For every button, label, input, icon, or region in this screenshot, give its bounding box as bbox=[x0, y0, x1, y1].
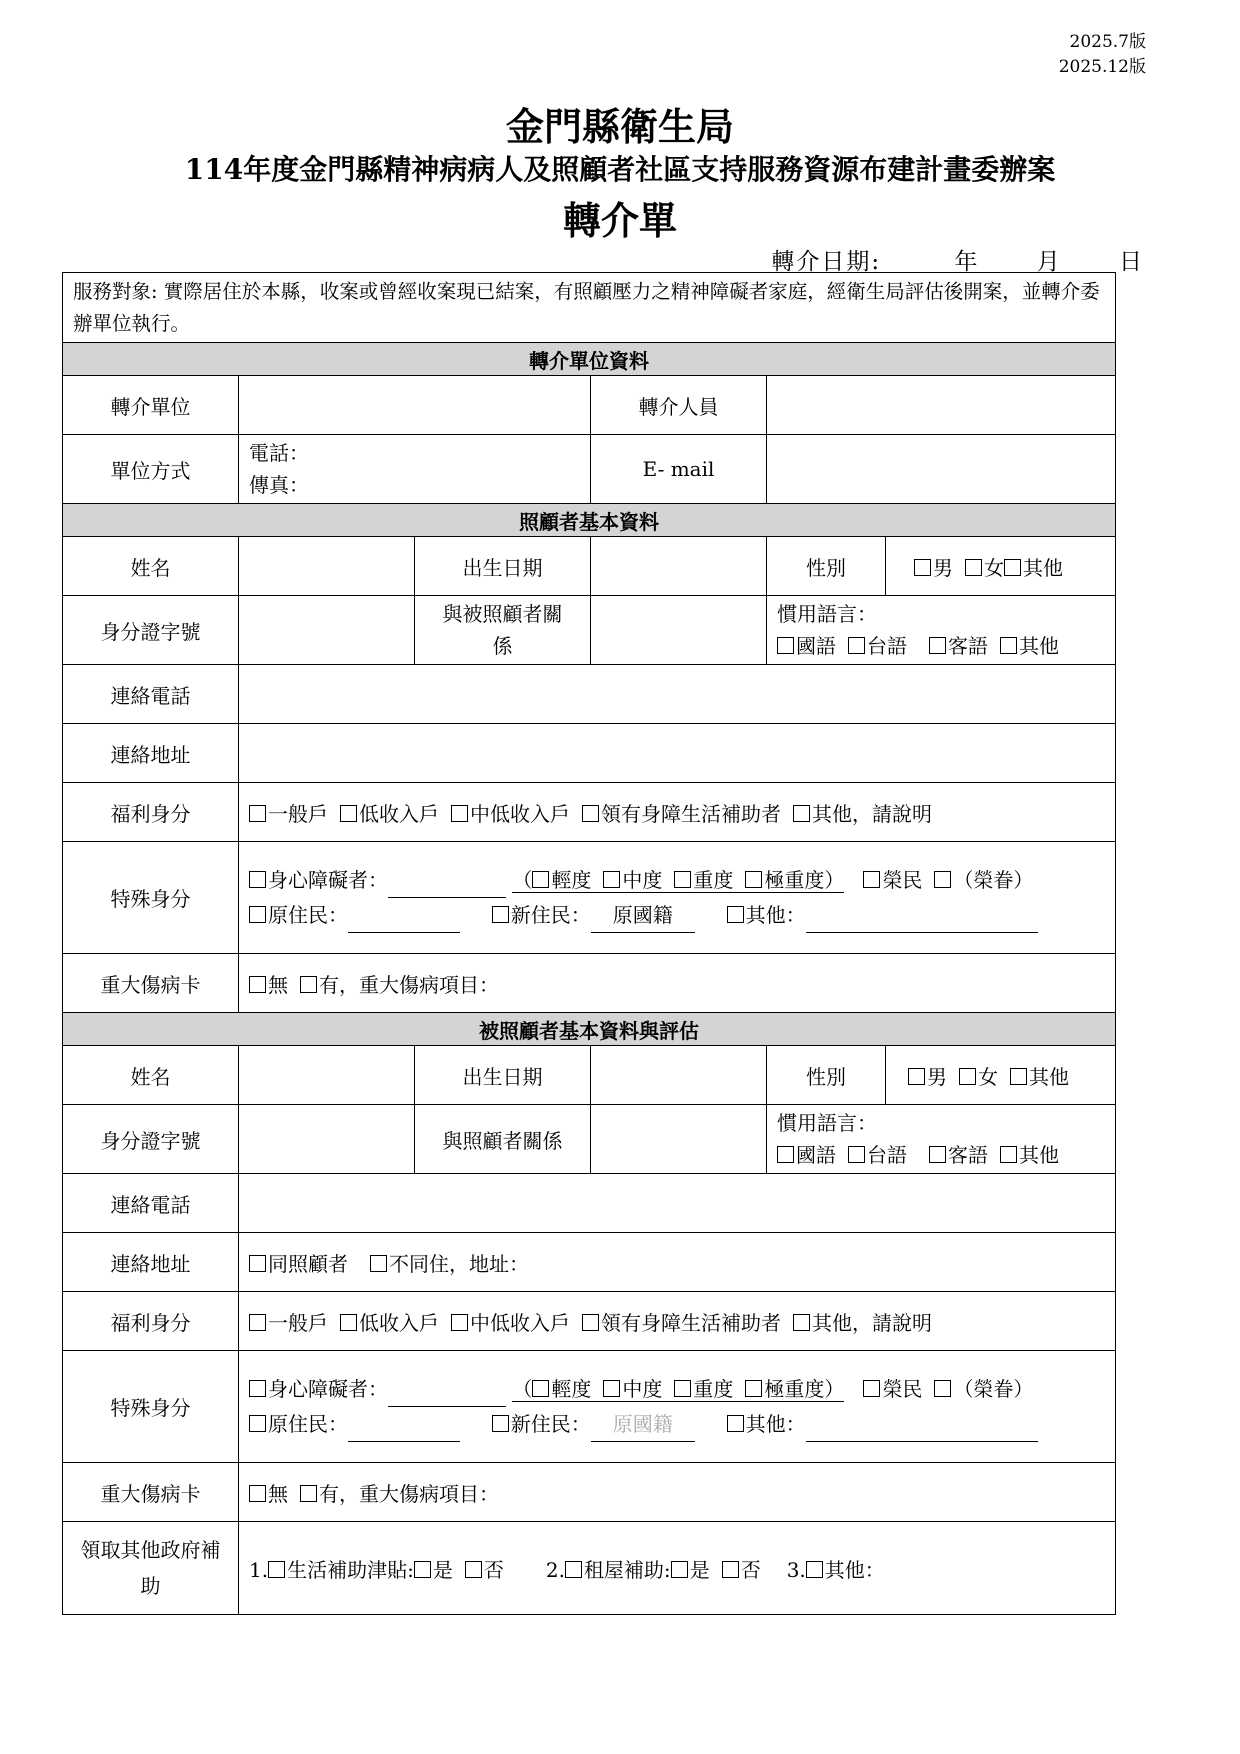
cr-phone-label: 連絡電話 bbox=[63, 1174, 239, 1233]
cg-illness-options bbox=[239, 954, 1116, 1013]
option-label: 台語 bbox=[867, 634, 907, 658]
cr-disability-levels bbox=[512, 1377, 844, 1402]
option-label: 其他： bbox=[745, 902, 806, 927]
cr-disabled-blank[interactable] bbox=[388, 1386, 506, 1407]
bracket: ） bbox=[824, 867, 845, 892]
cr-gender-options bbox=[886, 1046, 1116, 1105]
cr-welfare-low-income-checkbox[interactable] bbox=[340, 1314, 357, 1331]
cr-origin-country-field[interactable]: 原國籍 bbox=[591, 1407, 695, 1442]
option-label: 生活補助津貼: bbox=[287, 1557, 414, 1582]
bracket: ） bbox=[824, 1376, 845, 1401]
cg-disability-levels bbox=[512, 868, 844, 893]
cg-gender-female-checkbox[interactable] bbox=[965, 559, 982, 576]
option-label: 女 bbox=[984, 555, 1004, 580]
cg-level-mild-checkbox[interactable] bbox=[532, 871, 549, 888]
option-label: 國語 bbox=[796, 634, 836, 658]
cr-language-label: 慣用語言： bbox=[777, 1111, 877, 1135]
bracket: （ bbox=[512, 1376, 533, 1401]
cr-welfare-mid-low-income-checkbox[interactable] bbox=[451, 1314, 468, 1331]
cr-gender-other-checkbox[interactable] bbox=[1010, 1068, 1027, 1085]
cr-living-allowance-no-checkbox[interactable] bbox=[465, 1561, 482, 1578]
cg-language bbox=[767, 596, 1116, 665]
option-label: 身心障礙者： bbox=[268, 867, 388, 892]
cg-disabled-blank[interactable] bbox=[388, 877, 506, 898]
referral-date-label: 轉介日期: bbox=[771, 249, 882, 275]
option-label: 輕度 bbox=[551, 1376, 592, 1401]
cg-name-label: 姓名 bbox=[63, 537, 239, 596]
cr-address-options bbox=[239, 1233, 1116, 1292]
email-field[interactable] bbox=[767, 435, 1116, 504]
option-label: 重度 bbox=[693, 867, 734, 892]
cr-subsidy-other-checkbox[interactable] bbox=[806, 1561, 823, 1578]
option-label: 領有身障生活補助者 bbox=[601, 801, 781, 826]
cr-addr-same-checkbox[interactable] bbox=[249, 1255, 266, 1272]
option-label: 女 bbox=[978, 1064, 998, 1089]
cg-id-field[interactable] bbox=[239, 596, 415, 665]
cg-language-label: 慣用語言： bbox=[777, 602, 877, 626]
option-label: 國語 bbox=[796, 1143, 836, 1167]
cr-subsidy-options bbox=[239, 1522, 1116, 1615]
option-label: 原住民： bbox=[268, 1411, 348, 1436]
option-label: 其他： bbox=[824, 1557, 885, 1582]
referral-unit-field[interactable] bbox=[239, 376, 591, 435]
cg-aboriginal-checkbox[interactable] bbox=[249, 906, 266, 923]
option-label: 原住民： bbox=[268, 902, 348, 927]
cg-lang-hakka-checkbox[interactable] bbox=[929, 637, 946, 654]
cr-rent-subsidy-yes-checkbox[interactable] bbox=[671, 1561, 688, 1578]
cr-illness-none-checkbox[interactable] bbox=[249, 1485, 266, 1502]
option-label: 榮民 bbox=[882, 867, 923, 892]
option-label: 租屋補助: bbox=[583, 1557, 671, 1582]
cg-relation-field[interactable] bbox=[591, 596, 767, 665]
cr-lang-taiwanese-checkbox[interactable] bbox=[848, 1146, 865, 1163]
option-label: 低收入戶 bbox=[359, 801, 439, 826]
cr-rent-subsidy-checkbox[interactable] bbox=[565, 1561, 582, 1578]
cg-welfare-other-checkbox[interactable] bbox=[793, 805, 810, 822]
cr-id-field[interactable] bbox=[239, 1105, 415, 1174]
option-label: 其他 bbox=[1019, 634, 1059, 658]
option-label: （榮眷） bbox=[953, 1376, 1034, 1401]
version-line: 2025.7版 bbox=[1069, 32, 1146, 52]
cr-special-label: 特殊身分 bbox=[63, 1351, 239, 1463]
cg-disabled-checkbox[interactable] bbox=[249, 871, 266, 888]
referral-date-month[interactable]: 月 bbox=[1036, 249, 1062, 275]
cg-address-label: 連絡地址 bbox=[63, 724, 239, 783]
option-label: 新住民： bbox=[510, 1411, 591, 1436]
email-label: E- mail bbox=[591, 435, 767, 504]
cr-rent-subsidy-no-checkbox[interactable] bbox=[722, 1561, 739, 1578]
cg-relation-label: 與被照顧者關係 bbox=[415, 596, 591, 665]
cr-living-allowance-yes-checkbox[interactable] bbox=[414, 1561, 431, 1578]
cg-birth-label: 出生日期 bbox=[415, 537, 591, 596]
option-label: 是 bbox=[689, 1557, 710, 1582]
phone-label: 電話： bbox=[249, 441, 309, 465]
option-label: 低收入戶 bbox=[359, 1310, 439, 1335]
cr-welfare-options bbox=[239, 1292, 1116, 1351]
contact-method-label: 單位方式 bbox=[63, 435, 239, 504]
option-label: 男 bbox=[933, 555, 953, 580]
option-label: 身心障礙者： bbox=[268, 1376, 388, 1401]
cg-illness-label: 重大傷病卡 bbox=[63, 954, 239, 1013]
cr-level-mild-checkbox[interactable] bbox=[532, 1380, 549, 1397]
cg-birth-field[interactable] bbox=[591, 537, 767, 596]
cr-illness-options bbox=[239, 1463, 1116, 1522]
agency-title: 金門縣衛生局 bbox=[505, 104, 734, 149]
bracket: （ bbox=[512, 867, 533, 892]
option-label: 客語 bbox=[948, 634, 988, 658]
form-title: 轉介單 bbox=[562, 198, 677, 243]
cg-welfare-general-checkbox[interactable] bbox=[249, 805, 266, 822]
caregiver-section-header: 照顧者基本資料 bbox=[63, 504, 1116, 537]
cg-name-field[interactable] bbox=[239, 537, 415, 596]
item-number: 3. bbox=[786, 1557, 806, 1582]
cr-aboriginal-blank[interactable] bbox=[348, 1421, 460, 1442]
option-label: 重度 bbox=[693, 1376, 734, 1401]
option-label: 否 bbox=[740, 1557, 761, 1582]
cg-welfare-disability-subsidy-checkbox[interactable] bbox=[582, 805, 599, 822]
option-label: 有，重大傷病項目： bbox=[319, 972, 499, 997]
version-line: 2025.12版 bbox=[1058, 57, 1146, 77]
cg-level-profound-checkbox[interactable] bbox=[745, 871, 762, 888]
cr-address-label: 連絡地址 bbox=[63, 1233, 239, 1292]
cr-illness-label: 重大傷病卡 bbox=[63, 1463, 239, 1522]
fax-label: 傳真： bbox=[249, 473, 309, 497]
cr-welfare-label: 福利身分 bbox=[63, 1292, 239, 1351]
option-label: 中低收入戶 bbox=[470, 1310, 570, 1335]
cg-lang-mandarin-checkbox[interactable] bbox=[777, 637, 794, 654]
option-label: 領有身障生活補助者 bbox=[601, 1310, 781, 1335]
cr-phone-field[interactable] bbox=[239, 1174, 1116, 1233]
cg-lang-taiwanese-checkbox[interactable] bbox=[848, 637, 865, 654]
version-info bbox=[1059, 30, 1146, 80]
cg-welfare-options bbox=[239, 783, 1116, 842]
option-label: 其他： bbox=[745, 1411, 806, 1436]
option-label: 一般戶 bbox=[268, 1310, 328, 1335]
option-label: 其他，請說明 bbox=[812, 1310, 932, 1335]
cg-illness-none-checkbox[interactable] bbox=[249, 976, 266, 993]
option-label: 極重度 bbox=[764, 867, 825, 892]
cr-name-label: 姓名 bbox=[63, 1046, 239, 1105]
cr-lang-hakka-checkbox[interactable] bbox=[929, 1146, 946, 1163]
option-label: 中低收入戶 bbox=[470, 801, 570, 826]
cr-new-resident-checkbox[interactable] bbox=[492, 1415, 509, 1432]
option-label: 同照顧者 bbox=[268, 1251, 348, 1276]
option-label: 客語 bbox=[948, 1143, 988, 1167]
referral-form-table bbox=[62, 272, 1116, 1615]
cg-veteran-family-checkbox[interactable] bbox=[934, 871, 951, 888]
service-target-note: 服務對象: 實際居住於本縣，收案或曾經收案現已結案，有照顧壓力之精神障礙者家庭，經衛生局評估後開案，並轉介委辦單位執行。 bbox=[63, 273, 1116, 343]
cg-address-field[interactable] bbox=[239, 724, 1116, 783]
cr-language bbox=[767, 1105, 1116, 1174]
cr-illness-has-checkbox[interactable] bbox=[300, 1485, 317, 1502]
cr-disabled-checkbox[interactable] bbox=[249, 1380, 266, 1397]
referral-unit-label: 轉介單位 bbox=[63, 376, 239, 435]
referral-person-field[interactable] bbox=[767, 376, 1116, 435]
option-label: 中度 bbox=[622, 1376, 663, 1401]
option-label: 一般戶 bbox=[268, 801, 328, 826]
option-label: 台語 bbox=[867, 1143, 907, 1167]
cg-gender-other-checkbox[interactable] bbox=[1004, 559, 1021, 576]
cg-special-options bbox=[239, 842, 1116, 954]
cg-illness-has-checkbox[interactable] bbox=[300, 976, 317, 993]
cr-birth-label: 出生日期 bbox=[415, 1046, 591, 1105]
cr-id-label: 身分證字號 bbox=[63, 1105, 239, 1174]
option-label: 有，重大傷病項目： bbox=[319, 1481, 499, 1506]
project-title: 114年度金門縣精神病病人及照顧者社區支持服務資源布建計畫委辦案 bbox=[184, 153, 1056, 186]
cg-special-other-checkbox[interactable] bbox=[727, 906, 744, 923]
cr-addr-diff-checkbox[interactable] bbox=[370, 1255, 387, 1272]
cr-subsidy-label: 領取其他政府補助 bbox=[63, 1522, 239, 1615]
cr-level-moderate-checkbox[interactable] bbox=[603, 1380, 620, 1397]
cg-gender-male-checkbox[interactable] bbox=[914, 559, 931, 576]
cg-level-moderate-checkbox[interactable] bbox=[603, 871, 620, 888]
cr-welfare-general-checkbox[interactable] bbox=[249, 1314, 266, 1331]
cr-name-field[interactable] bbox=[239, 1046, 415, 1105]
option-label: 中度 bbox=[622, 867, 663, 892]
option-label: 無 bbox=[268, 1481, 288, 1506]
cr-gender-female-checkbox[interactable] bbox=[959, 1068, 976, 1085]
option-label: 輕度 bbox=[551, 867, 592, 892]
cr-lang-other-checkbox[interactable] bbox=[1000, 1146, 1017, 1163]
cg-aboriginal-blank[interactable] bbox=[348, 912, 460, 933]
item-number: 1. bbox=[249, 1557, 269, 1582]
cr-welfare-other-checkbox[interactable] bbox=[793, 1314, 810, 1331]
contact-method-field[interactable] bbox=[239, 435, 591, 504]
option-label: 男 bbox=[927, 1064, 947, 1089]
option-label: 是 bbox=[432, 1557, 453, 1582]
option-label: 其他 bbox=[1019, 1143, 1059, 1167]
cg-phone-field[interactable] bbox=[239, 665, 1116, 724]
option-label: 不同住，地址： bbox=[389, 1251, 529, 1276]
cr-special-other-checkbox[interactable] bbox=[727, 1415, 744, 1432]
receiver-section-header: 被照顧者基本資料與評估 bbox=[63, 1013, 1116, 1046]
cg-welfare-low-income-checkbox[interactable] bbox=[340, 805, 357, 822]
cg-level-severe-checkbox[interactable] bbox=[674, 871, 691, 888]
cr-lang-mandarin-checkbox[interactable] bbox=[777, 1146, 794, 1163]
cg-gender-options bbox=[886, 537, 1116, 596]
cg-welfare-mid-low-income-checkbox[interactable] bbox=[451, 805, 468, 822]
cr-special-other-blank[interactable] bbox=[806, 1421, 1038, 1442]
option-label: 否 bbox=[483, 1557, 504, 1582]
item-number: 2. bbox=[545, 1557, 565, 1582]
cr-gender-label: 性別 bbox=[767, 1046, 886, 1105]
cr-gender-male-checkbox[interactable] bbox=[908, 1068, 925, 1085]
cg-veteran-checkbox[interactable] bbox=[863, 871, 880, 888]
cg-phone-label: 連絡電話 bbox=[63, 665, 239, 724]
cr-relation-label: 與照顧者關係 bbox=[415, 1105, 591, 1174]
cr-aboriginal-checkbox[interactable] bbox=[249, 1415, 266, 1432]
cg-new-resident-checkbox[interactable] bbox=[492, 906, 509, 923]
cr-birth-field[interactable] bbox=[591, 1046, 767, 1105]
option-label: 其他 bbox=[1029, 1064, 1069, 1089]
cr-level-severe-checkbox[interactable] bbox=[674, 1380, 691, 1397]
cg-welfare-label: 福利身分 bbox=[63, 783, 239, 842]
cg-special-label: 特殊身分 bbox=[63, 842, 239, 954]
cr-relation-field[interactable] bbox=[591, 1105, 767, 1174]
referral-unit-section-header: 轉介單位資料 bbox=[63, 343, 1116, 376]
option-label: 其他 bbox=[1023, 555, 1063, 580]
cg-id-label: 身分證字號 bbox=[63, 596, 239, 665]
cg-origin-country-field[interactable]: 原國籍 bbox=[591, 898, 695, 933]
cr-veteran-checkbox[interactable] bbox=[863, 1380, 880, 1397]
referral-date-day[interactable]: 日 bbox=[1119, 249, 1144, 275]
option-label: 榮民 bbox=[882, 1376, 923, 1401]
option-label: 極重度 bbox=[764, 1376, 825, 1401]
option-label: 其他，請說明 bbox=[812, 801, 932, 826]
option-label: 新住民： bbox=[510, 902, 591, 927]
option-label: （榮眷） bbox=[953, 867, 1034, 892]
cr-level-profound-checkbox[interactable] bbox=[745, 1380, 762, 1397]
cg-lang-other-checkbox[interactable] bbox=[1000, 637, 1017, 654]
cr-veteran-family-checkbox[interactable] bbox=[934, 1380, 951, 1397]
cr-welfare-disability-subsidy-checkbox[interactable] bbox=[582, 1314, 599, 1331]
referral-date-year[interactable]: 年 bbox=[954, 249, 980, 275]
cg-special-other-blank[interactable] bbox=[806, 912, 1038, 933]
cr-living-allowance-checkbox[interactable] bbox=[268, 1561, 285, 1578]
cg-gender-label: 性別 bbox=[767, 537, 886, 596]
referral-person-label: 轉介人員 bbox=[591, 376, 767, 435]
option-label: 無 bbox=[268, 972, 288, 997]
cr-special-options bbox=[239, 1351, 1116, 1463]
